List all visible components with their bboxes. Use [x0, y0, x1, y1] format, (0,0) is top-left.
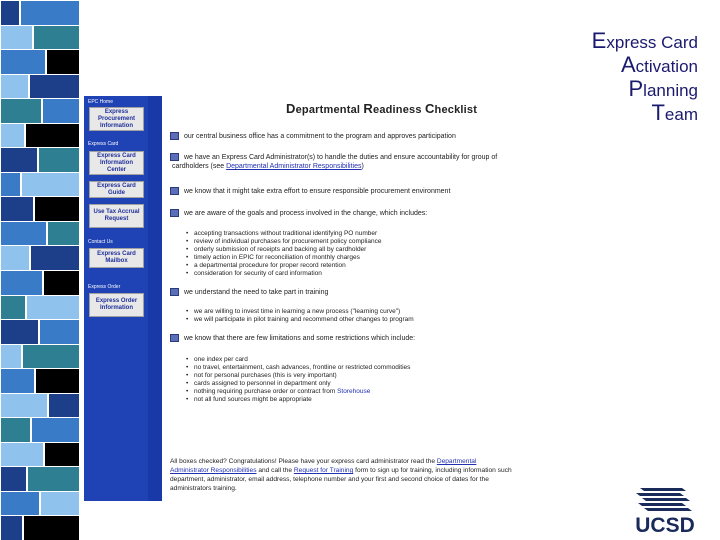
mosaic-tile [0, 417, 31, 443]
mosaic-tile [34, 196, 80, 222]
mosaic-tile [46, 49, 80, 75]
checkbox-5[interactable] [170, 288, 179, 296]
bullet-3-1: • one index per card [186, 356, 248, 364]
mosaic-tile [30, 245, 80, 271]
title-line-1-rest: xpress Card [606, 33, 698, 52]
mosaic-tile [0, 245, 30, 271]
bullet-3-2: • no travel, entertainment, cash advances, frontline or restricted commodities [186, 364, 410, 372]
heading-r-rest: eadiness [373, 104, 425, 116]
mosaic-tile [25, 123, 80, 149]
mosaic-tile [38, 147, 80, 173]
title-line-2: Activation [620, 52, 698, 77]
web-page-screenshot [84, 96, 594, 501]
mosaic-tile [27, 466, 80, 492]
mosaic-tile [0, 393, 48, 419]
mosaic-tile [48, 393, 80, 419]
nav-button-express-procurement-information[interactable]: Express Procurement Information [89, 107, 144, 131]
heading-r: R [363, 101, 373, 116]
title-line-2-rest: ctivation [635, 57, 698, 76]
checkbox-2[interactable] [170, 153, 179, 161]
bullet-3-5-text: nothing requiring purchase order or contract from [194, 388, 338, 395]
mosaic-tile [31, 417, 80, 443]
bullet-3-3: • not for personal purchases (this is very important) [186, 372, 337, 380]
title-line-4: Team [651, 100, 698, 125]
nav-button-information-center[interactable]: Express Card Information Center [89, 151, 144, 175]
nav-button-express-order-information[interactable]: Express Order Information [89, 293, 144, 317]
check-item-6: we know that there are few limitations and some restrictions which include: [184, 335, 416, 342]
mosaic-tile [0, 221, 47, 247]
nav-caption-express-order[interactable]: Express Order [88, 284, 121, 290]
heading-c-rest: hecklist [434, 104, 478, 116]
footer-line-2 [170, 467, 512, 475]
mosaic-tile [23, 515, 80, 540]
bullet-1-4: • timely action in EPIC for reconciliation of monthly charges [186, 254, 360, 262]
footer-line-2-post: form to sign up for training, including information such [353, 467, 512, 474]
checkbox-4[interactable] [170, 209, 179, 217]
heading-c: C [424, 101, 435, 116]
mosaic-tile [35, 368, 80, 394]
mosaic-tile [0, 147, 38, 173]
title-line-1: Express Card [591, 28, 698, 53]
mosaic-tile [0, 442, 44, 468]
mosaic-tile [26, 295, 80, 321]
check-item-1: our central business office has a commitment to the program and approves participation [184, 133, 456, 140]
mosaic-tile [0, 319, 39, 345]
nav-caption-epc-home[interactable]: EPC Home [88, 99, 114, 105]
mosaic-tile [0, 172, 21, 198]
check-item-3: we know that it might take extra effort to ensure responsible procurement environment [184, 188, 451, 195]
ucsd-wave-icon [630, 484, 700, 516]
heading-d: D [286, 101, 296, 116]
footer-line-1-text: All boxes checked? Congratulations! Please have your express card administrator read the [170, 458, 437, 465]
nav-caption-express-card[interactable]: Express Card [88, 141, 119, 147]
nav-caption-contact-us[interactable]: Contact Us [88, 239, 113, 245]
footer-line-2-mid: and call the [256, 467, 294, 474]
admin-responsibilities-link[interactable]: Administrator Responsibilities [170, 467, 257, 474]
mosaic-tile [21, 172, 80, 198]
title-line-3-rest: lanning [643, 81, 698, 100]
mosaic-tile [43, 270, 80, 296]
page-heading [286, 101, 477, 116]
mosaic-tile [0, 295, 26, 321]
nav-button-express-card-mailbox[interactable]: Express Card Mailbox [89, 248, 144, 268]
mosaic-tile [0, 344, 22, 370]
decorative-mosaic [0, 0, 80, 540]
nav-strip [148, 96, 162, 501]
mosaic-tile [29, 74, 80, 100]
mosaic-tile [40, 491, 80, 517]
mosaic-tile [39, 319, 80, 345]
mosaic-tile [0, 368, 35, 394]
checkbox-6[interactable] [170, 334, 179, 342]
bullet-3-6: • not all fund sources might be appropriate [186, 396, 312, 404]
title-line-4-rest: eam [664, 105, 698, 124]
mosaic-tile [0, 123, 25, 149]
mosaic-tile [33, 25, 80, 51]
mosaic-tile [0, 74, 29, 100]
bullet-1-3: • orderly submission of receipts and backing all by cardholder [186, 246, 366, 254]
check-item-2b-post: ) [361, 163, 364, 170]
bullet-3-5 [186, 388, 370, 396]
mosaic-tile [42, 98, 80, 124]
mosaic-tile [47, 221, 80, 247]
mosaic-tile [0, 491, 40, 517]
checklist-content [170, 96, 594, 501]
bullet-2-2: • we will participate in pilot training and recommend other changes to program [186, 316, 414, 324]
request-for-training-link[interactable]: Request for Training [293, 467, 354, 474]
nav-sidebar [84, 96, 162, 501]
mosaic-tile [0, 466, 27, 492]
check-item-2b-pre: cardholders (see [172, 163, 227, 170]
bullet-1-1: • accepting transactions without traditional identifying PO number [186, 230, 377, 238]
ucsd-logo [630, 484, 700, 536]
bullet-3-4: • cards assigned to personnel in department only [186, 380, 331, 388]
mosaic-tile [20, 0, 80, 26]
bullet-2-1: • we are willing to invest time in learning a new process ("learning curve") [186, 308, 400, 316]
check-item-4: we are aware of the goals and process involved in the change, which includes: [184, 210, 428, 217]
mosaic-tile [0, 98, 42, 124]
footer-line-1 [170, 458, 476, 466]
ucsd-logo-text: UCSD [635, 514, 695, 537]
bullet-1-5: • a departmental procedure for proper record retention [186, 262, 346, 270]
dept-admin-responsibilities-link[interactable]: Departmental Administrator Responsibilities [226, 163, 362, 170]
mosaic-tile [0, 0, 20, 26]
heading-d-rest: epartmental [295, 104, 364, 116]
mosaic-tile [22, 344, 80, 370]
title-line-3: Planning [628, 76, 698, 101]
checkbox-3[interactable] [170, 187, 179, 195]
mosaic-tile [0, 49, 46, 75]
footer-line-3: department, administrator, email address, telephone number and your first and second choice of dates for the [170, 476, 489, 483]
storehouse-link[interactable]: Storehouse [337, 388, 371, 395]
nav-button-use-tax-accrual-request[interactable]: Use Tax Accrual Request [89, 204, 144, 228]
mosaic-tile [0, 25, 33, 51]
departmental-link[interactable]: Departmental [436, 458, 477, 465]
check-item-2a: we have an Express Card Administrator(s) to handle the duties and ensure accountability for group of [184, 154, 498, 161]
footer-line-4: administrators training. [170, 485, 237, 492]
bullet-1-6: • consideration for security of card information [186, 270, 322, 278]
checkbox-1[interactable] [170, 132, 179, 140]
mosaic-tile [0, 196, 34, 222]
check-item-5: we understand the need to take part in training [184, 289, 329, 296]
mosaic-tile [0, 515, 23, 540]
nav-button-express-card-guide[interactable]: Express Card Guide [89, 181, 144, 198]
check-item-2b [172, 163, 364, 171]
mosaic-tile [44, 442, 80, 468]
mosaic-tile [0, 270, 43, 296]
bullet-1-2: • review of individual purchases for procurement policy compliance [186, 238, 382, 246]
